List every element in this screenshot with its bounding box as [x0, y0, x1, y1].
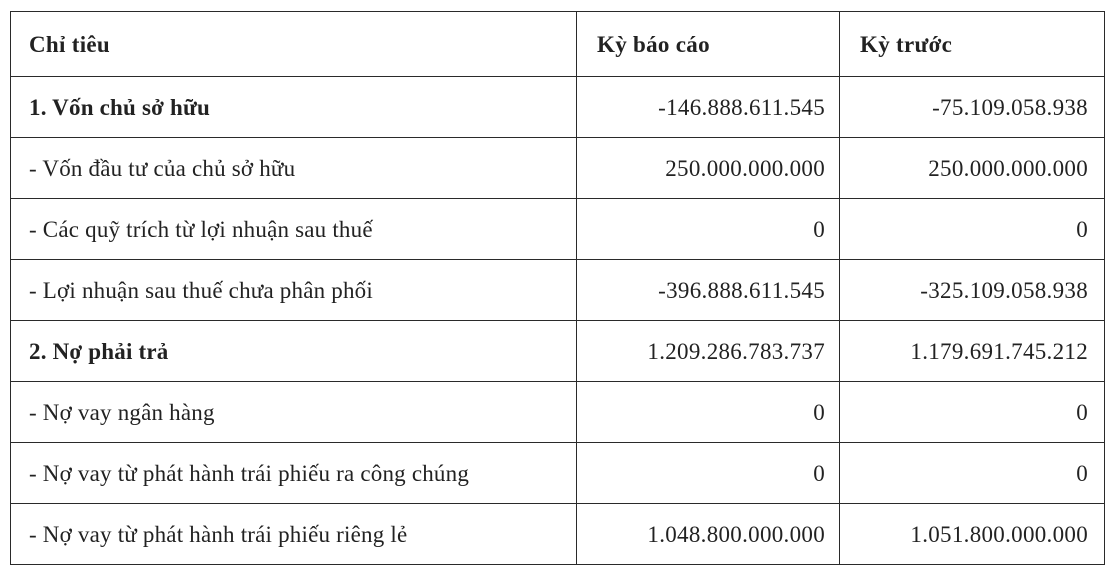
table-row: [11, 321, 1105, 382]
table-row: [11, 199, 1105, 260]
row-label: - Nợ vay từ phát hành trái phiếu riêng lẻ: [11, 504, 577, 565]
row-label: - Nợ vay từ phát hành trái phiếu ra công chúng: [11, 443, 577, 504]
table-row: [11, 382, 1105, 443]
table-row: [11, 504, 1105, 565]
row-current-value: -146.888.611.545: [577, 77, 840, 138]
row-previous-value: -325.109.058.938: [840, 260, 1105, 321]
row-label: 1. Vốn chủ sở hữu: [11, 77, 577, 138]
header-indicator: Chỉ tiêu: [11, 12, 577, 77]
row-current-value: 0: [577, 443, 840, 504]
row-label: - Lợi nhuận sau thuế chưa phân phối: [11, 260, 577, 321]
row-previous-value: 0: [840, 382, 1105, 443]
table-header: [11, 12, 1105, 77]
table-row: [11, 443, 1105, 504]
table-row: [11, 260, 1105, 321]
table-row: [11, 138, 1105, 199]
row-current-value: 250.000.000.000: [577, 138, 840, 199]
row-previous-value: 1.051.800.000.000: [840, 504, 1105, 565]
row-label: 2. Nợ phải trả: [11, 321, 577, 382]
row-current-value: 1.209.286.783.737: [577, 321, 840, 382]
row-label: - Các quỹ trích từ lợi nhuận sau thuế: [11, 199, 577, 260]
row-current-value: 1.048.800.000.000: [577, 504, 840, 565]
table-body: [11, 77, 1105, 565]
row-previous-value: 250.000.000.000: [840, 138, 1105, 199]
row-label: - Vốn đầu tư của chủ sở hữu: [11, 138, 577, 199]
header-current-period: Kỳ báo cáo: [577, 12, 840, 77]
row-label: - Nợ vay ngân hàng: [11, 382, 577, 443]
row-current-value: -396.888.611.545: [577, 260, 840, 321]
row-current-value: 0: [577, 382, 840, 443]
table-row: [11, 77, 1105, 138]
row-current-value: 0: [577, 199, 840, 260]
financial-table: [10, 11, 1105, 565]
header-previous-period: Kỳ trước: [840, 12, 1105, 77]
row-previous-value: 0: [840, 199, 1105, 260]
header-row: [11, 12, 1105, 77]
row-previous-value: 1.179.691.745.212: [840, 321, 1105, 382]
row-previous-value: 0: [840, 443, 1105, 504]
row-previous-value: -75.109.058.938: [840, 77, 1105, 138]
